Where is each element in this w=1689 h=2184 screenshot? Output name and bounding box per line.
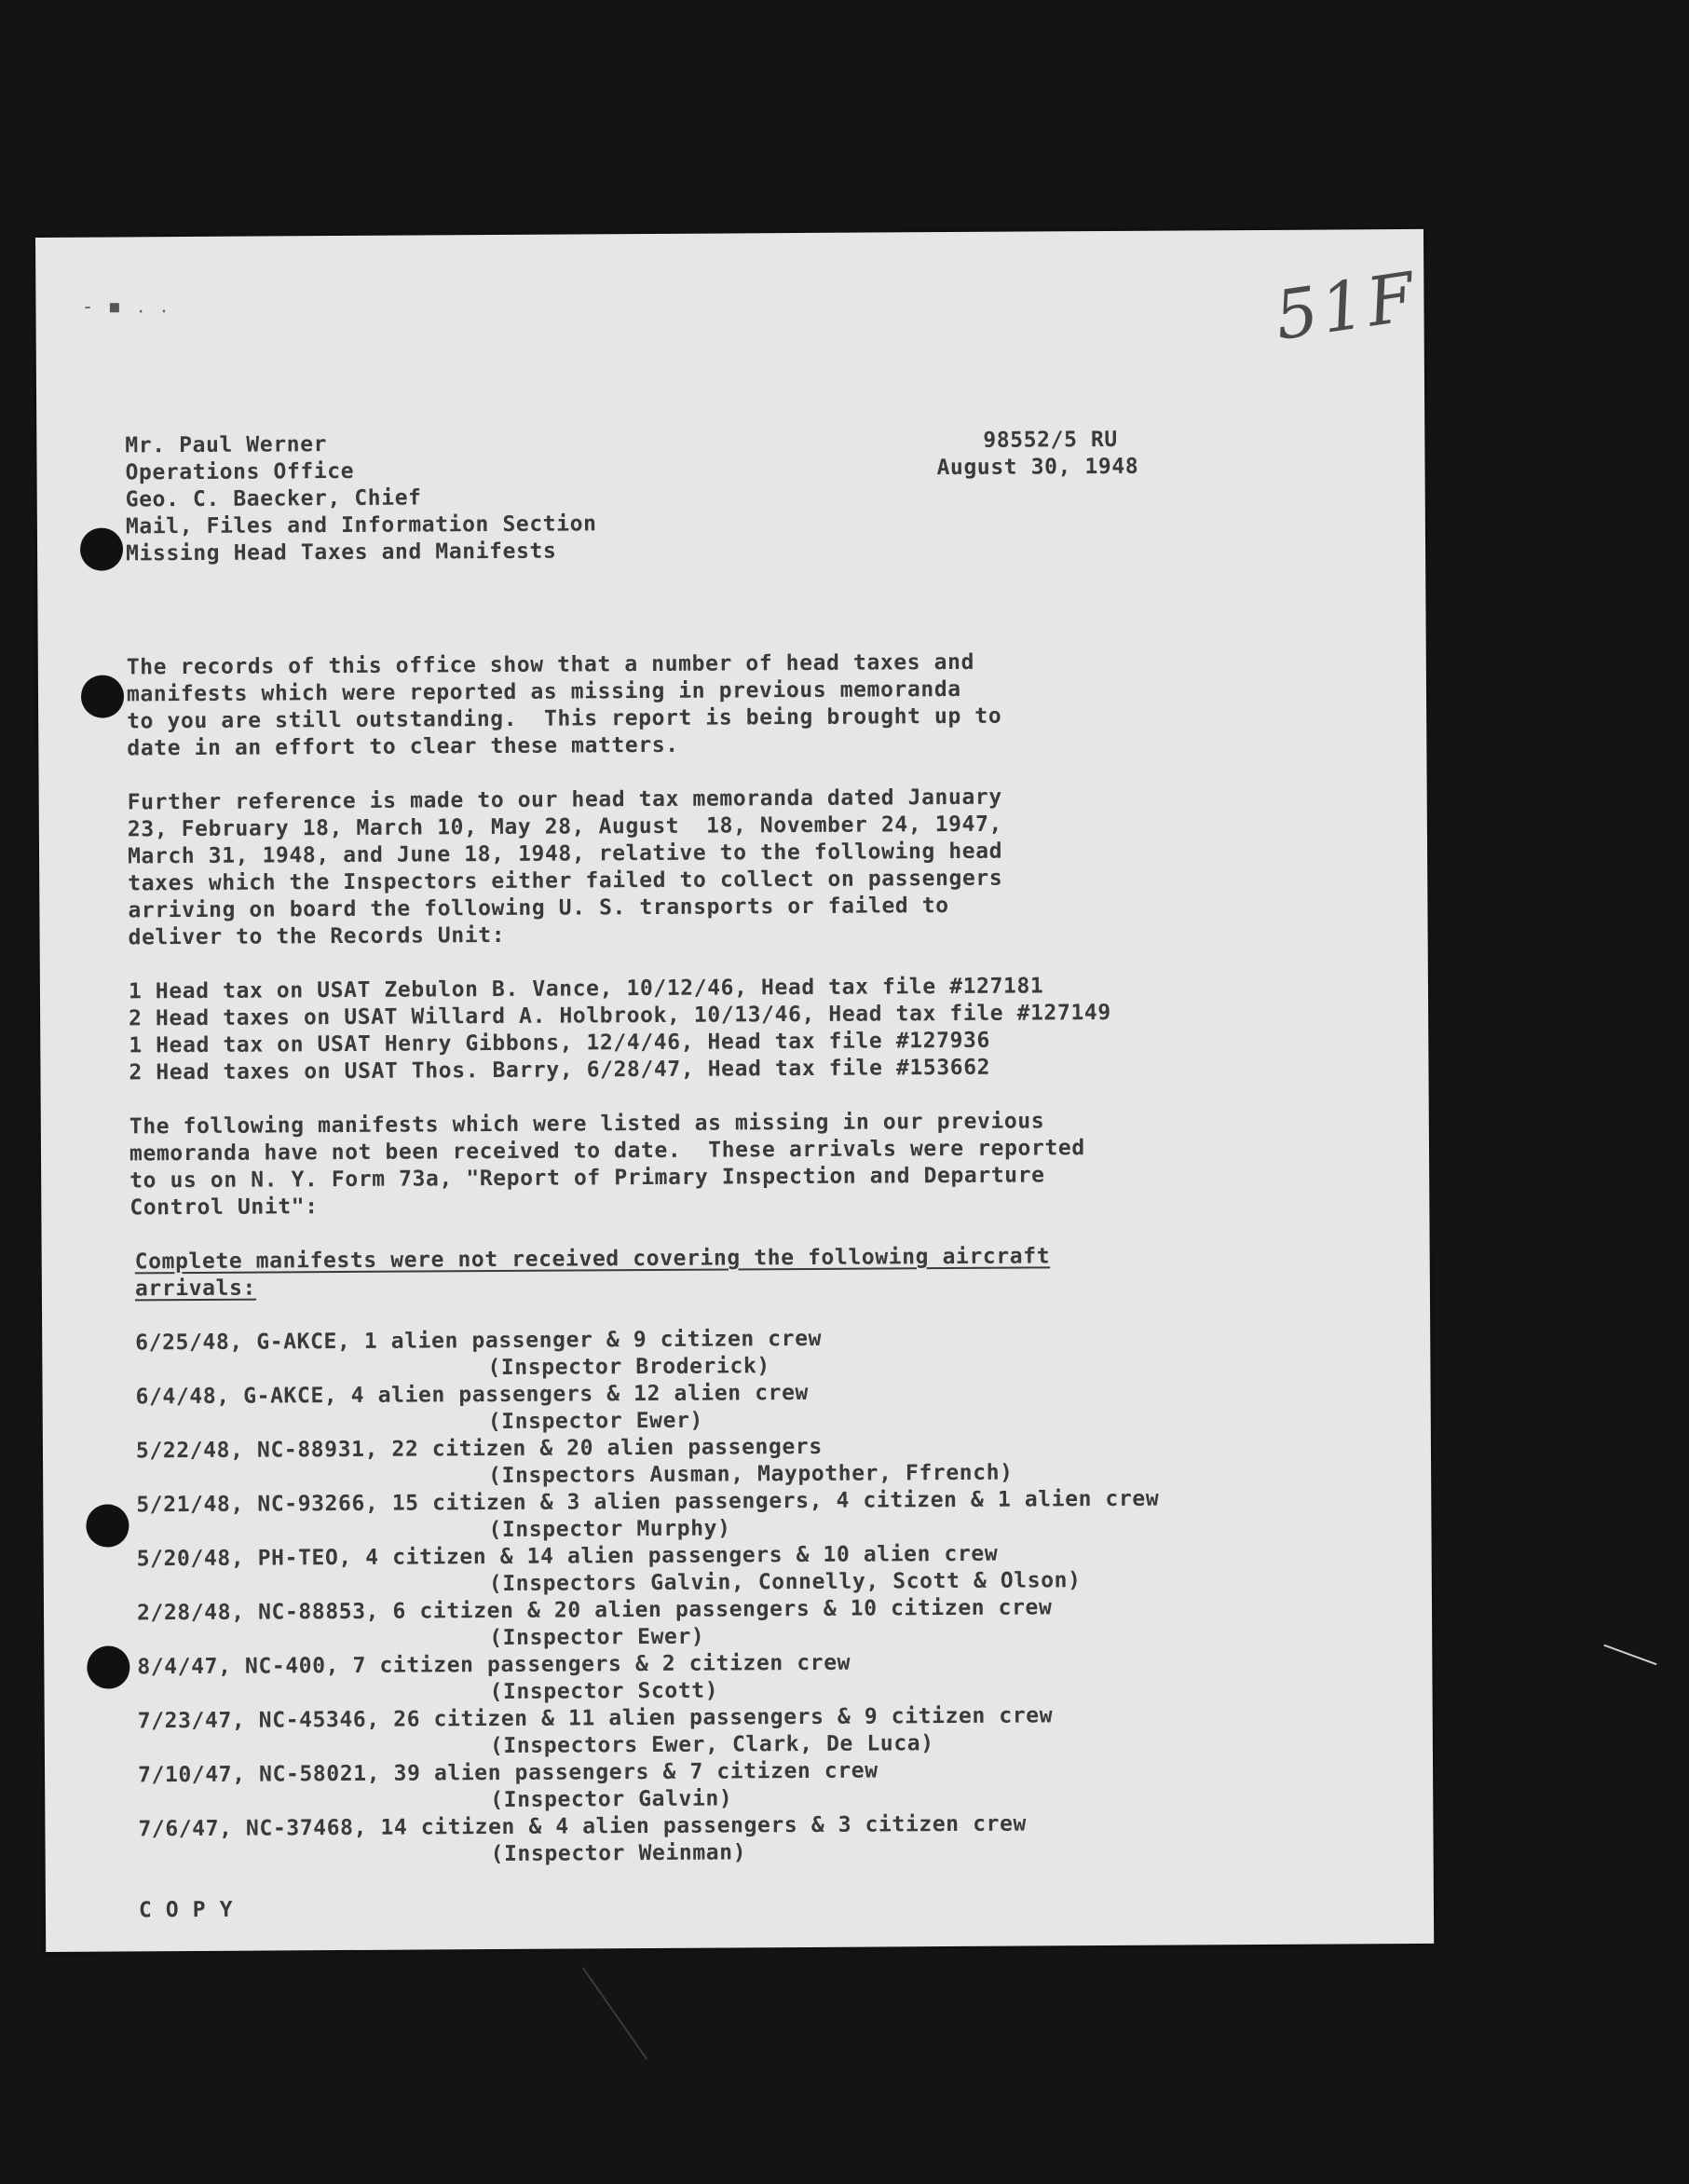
paragraph-line: arriving on board the following U. S. transports or failed to [128,894,949,923]
arrival-entry: 7/10/47, NC-58021, 39 alien passengers & 7 citizen crew [138,1758,879,1788]
header-from-section: Mail, Files and Information Section [125,512,597,539]
punch-hole [81,675,124,717]
arrival-entry: 7/6/47, NC-37468, 14 citizen & 4 alien passengers & 3 citizen crew [138,1811,1028,1842]
arrival-entry: 5/22/48, NC-88931, 22 citizen & 20 alien passengers [135,1434,823,1464]
punch-hole [80,527,123,570]
heading-line: arrivals: [134,1276,257,1302]
list-item: 2 Head taxes on USAT Thos. Barry, 6/28/47, Head tax file #153662 [129,1055,991,1085]
header-file-number: 98552/5 RU [983,427,1118,453]
arrival-inspector: (Inspector Murphy) [488,1516,731,1543]
paragraph-line: to us on N. Y. Form 73a, "Report of Primary Inspection and Departure [129,1163,1045,1194]
arrival-inspector: (Inspector Ewer) [489,1624,705,1651]
paragraph-line: Control Unit": [129,1194,319,1221]
arrival-entry: 2/28/48, NC-88853, 6 citizen & 20 alien passengers & 10 citizen crew [136,1595,1053,1626]
punch-hole [87,1645,129,1688]
punch-hole [86,1504,129,1547]
arrival-inspector: (Inspector Galvin) [490,1786,733,1813]
paragraph-line: deliver to the Records Unit: [128,922,506,950]
arrival-inspector: (Inspector Ewer) [487,1408,704,1435]
list-item: 1 Head tax on USAT Zebulon B. Vance, 10/12/46, Head tax file #127181 [128,974,1044,1004]
header-date: August 30, 1948 [936,454,1139,481]
film-scratch [582,1967,647,2059]
paragraph-line: date in an effort to clear these matters. [127,732,679,761]
list-item: 1 Head tax on USAT Henry Gibbons, 12/4/46, Head tax file #127936 [129,1028,990,1058]
arrival-inspector: (Inspectors Ewer, Clark, De Luca) [489,1731,934,1759]
header-from: Geo. C. Baecker, Chief [125,485,422,512]
arrival-inspector: (Inspector Weinman) [490,1840,747,1867]
header-to-office: Operations Office [125,458,355,485]
page-mark-handwritten: 51F [1270,256,1423,356]
arrival-entry: 6/25/48, G-AKCE, 1 alien passenger & 9 citizen crew [135,1326,823,1356]
list-item: 2 Head taxes on USAT Willard A. Holbrook, 10/13/46, Head tax file #127149 [129,1000,1111,1031]
paragraph-line: memoranda have not been received to date. These arrivals were reported [129,1136,1085,1167]
memo-page [35,229,1434,1952]
paragraph-line: The following manifests which were listed as missing in our previous [129,1109,1045,1140]
paragraph-line: taxes which the Inspectors either failed to collect on passengers [128,866,1003,896]
arrival-entry: 6/4/48, G-AKCE, 4 alien passengers & 12 alien crew [135,1380,810,1410]
ink-specks: - ▪ . . [84,294,173,318]
arrival-entry: 8/4/47, NC-400, 7 citizen passengers & 2 citizen crew [137,1650,851,1680]
paragraph-line: 23, February 18, March 10, May 28, August 18, November 24, 1947, [127,812,1003,842]
header-to: Mr. Paul Werner [125,432,328,458]
arrival-entry: 5/20/48, PH-TEO, 4 citizen & 14 alien passengers & 10 alien crew [136,1541,999,1572]
paragraph-line: to you are still outstanding. This report is being brought up to [127,703,1002,734]
arrival-inspector: (Inspectors Ausman, Maypother, Ffrench) [488,1460,1014,1489]
arrival-inspector: (Inspector Scott) [489,1678,719,1705]
paragraph-line: March 31, 1948, and June 18, 1948, relative to the following head [127,839,1003,869]
heading-line: Complete manifests were not received covering the following aircraft [134,1244,1051,1275]
paragraph-line: The records of this office show that a number of head taxes and [126,649,975,680]
header-subject: Missing Head Taxes and Manifests [125,539,557,566]
arrival-entry: 5/21/48, NC-93266, 15 citizen & 3 alien passengers, 4 citizen & 1 alien crew [136,1486,1160,1518]
copy-mark: C O P Y [138,1897,234,1923]
arrival-inspector: (Inspectors Galvin, Connelly, Scott & Olson) [488,1568,1082,1597]
arrival-entry: 7/23/47, NC-45346, 26 citizen & 11 alien passengers & 9 citizen crew [137,1703,1054,1734]
paragraph-line: manifests which were reported as missing in previous memoranda [126,676,961,707]
arrival-inspector: (Inspector Broderick) [487,1354,770,1381]
film-scratch [1603,1645,1656,1665]
paragraph-line: Further reference is made to our head tax memoranda dated January [127,785,1002,815]
